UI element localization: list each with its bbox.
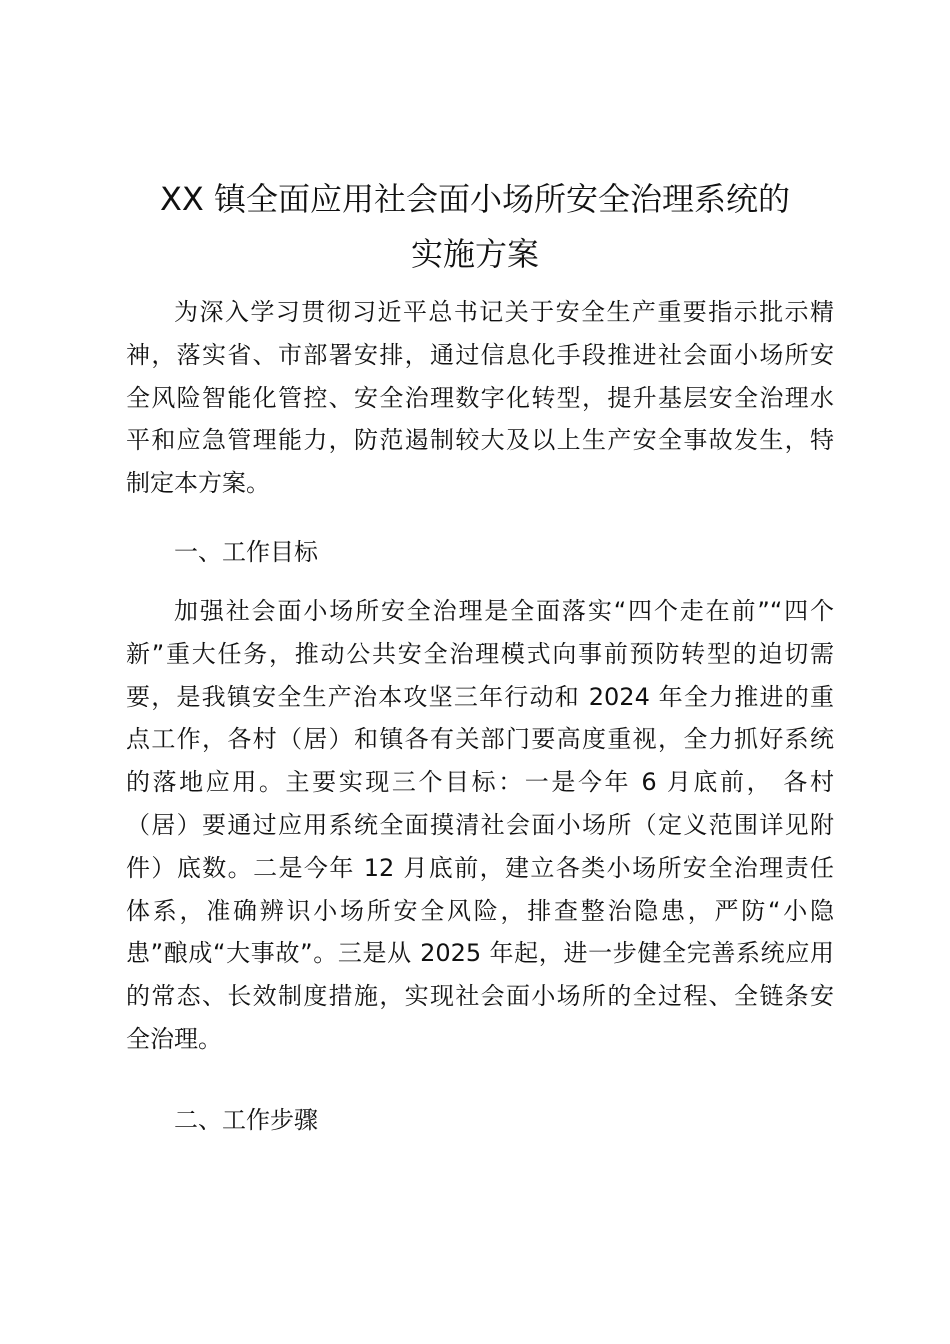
section-heading-text: 二、工作步骤 bbox=[174, 1106, 318, 1134]
paragraph-line: 全治理。 bbox=[126, 1024, 222, 1053]
paragraph-line: 件）底数。二是今年 12 月底前，建立各类小场所安全治理责任 bbox=[126, 853, 834, 882]
paragraph-line: （居）要通过应用系统全面摸清社会面小场所（定义范围详见附 bbox=[126, 810, 834, 839]
document-title bbox=[100, 172, 850, 282]
paragraph-line: 的常态、长效制度措施，实现社会面小场所的全过程、全链条安 bbox=[126, 982, 834, 1011]
section-heading-steps bbox=[126, 1099, 834, 1142]
section-heading-goals bbox=[126, 531, 834, 574]
paragraph-line: 点工作，各村（居）和镇各有关部门要高度重视，全力抓好系统 bbox=[126, 725, 834, 754]
section-heading-text: 一、工作目标 bbox=[174, 538, 318, 566]
paragraph-line: 的落地应用。主要实现三个目标：一是今年 6 月底前， 各村 bbox=[126, 768, 834, 797]
paragraph-line: 全风险智能化管控、安全治理数字化转型，提升基层安全治理水 bbox=[126, 383, 834, 412]
title-line-2: 实施方案 bbox=[410, 235, 539, 273]
title-line-1: XX 镇全面应用社会面小场所安全治理系统的 bbox=[159, 180, 791, 218]
intro-paragraph bbox=[126, 291, 834, 505]
paragraph-line: 制定本方案。 bbox=[126, 469, 270, 498]
paragraph-line: 体系，准确辨识小场所安全风险，排查整治隐患，严防“小隐 bbox=[126, 896, 834, 925]
paragraph-line: 为深入学习贯彻习近平总书记关于安全生产重要指示批示精 bbox=[174, 298, 834, 326]
goals-paragraph bbox=[126, 590, 834, 1061]
paragraph-line: 加强社会面小场所安全治理是全面落实“四个走在前”“四个 bbox=[174, 597, 834, 625]
paragraph-line: 新”重大任务，推动公共安全治理模式向事前预防转型的迫切需 bbox=[126, 639, 834, 668]
paragraph-line: 神，落实省、市部署安排，通过信息化手段推进社会面小场所安 bbox=[126, 340, 834, 369]
paragraph-line: 平和应急管理能力，防范遏制较大及以上生产安全事故发生，特 bbox=[126, 426, 834, 455]
paragraph-line: 要，是我镇安全生产治本攻坚三年行动和 2024 年全力推进的重 bbox=[126, 682, 834, 711]
paragraph-line: 患”酿成“大事故”。三是从 2025 年起，进一步健全完善系统应用 bbox=[126, 939, 834, 968]
